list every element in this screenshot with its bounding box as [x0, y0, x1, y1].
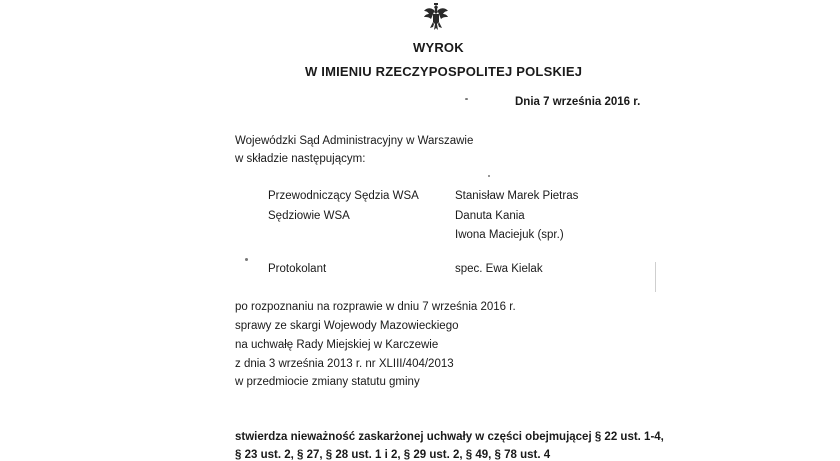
verdict-title: WYROK: [413, 40, 464, 55]
scan-artifact-line: [655, 262, 656, 292]
role-judges: Sędziowie WSA: [268, 210, 350, 222]
case-line-3: na uchwałę Rady Miejskiej w Karczewie: [235, 339, 439, 351]
court-composition-intro: w składzie następującym:: [235, 153, 366, 165]
case-line-4: z dnia 3 września 2013 r. nr XLIII/404/2013: [235, 358, 454, 370]
scan-speck: [465, 98, 468, 100]
scan-speck: [488, 175, 490, 177]
verdict-line-1: stwierdza nieważność zaskarżonej uchwały w części obejmującej § 22 ust. 1-4,: [235, 431, 664, 443]
case-line-5: w przedmiocie zmiany statutu gminy: [235, 376, 420, 388]
judgment-date: Dnia 7 września 2016 r.: [515, 96, 641, 108]
verdict-line-2: § 23 ust. 2, § 27, § 28 ust. 1 i 2, § 29 ust. 2, § 49, § 78 ust. 4: [235, 449, 551, 461]
name-judge-2: Iwona Maciejuk (spr.): [455, 229, 564, 241]
case-line-1: po rozpoznaniu na rozprawie w dniu 7 września 2016 r.: [235, 301, 516, 313]
case-line-2: sprawy ze skargi Wojewody Mazowieckiego: [235, 320, 459, 332]
name-judge-1: Danuta Kania: [455, 210, 525, 222]
scan-speck: [245, 258, 248, 261]
name-presiding-judge: Stanisław Marek Pietras: [455, 190, 579, 202]
name-clerk: spec. Ewa Kielak: [455, 263, 543, 275]
role-presiding-judge: Przewodniczący Sędzia WSA: [268, 190, 419, 202]
court-name: Wojewódzki Sąd Administracyjny w Warszawie: [235, 135, 474, 147]
verdict-subtitle: W IMIENIU RZECZYPOSPOLITEJ POLSKIEJ: [305, 64, 583, 79]
role-clerk: Protokolant: [268, 263, 327, 275]
eagle-emblem-icon: [422, 2, 450, 32]
